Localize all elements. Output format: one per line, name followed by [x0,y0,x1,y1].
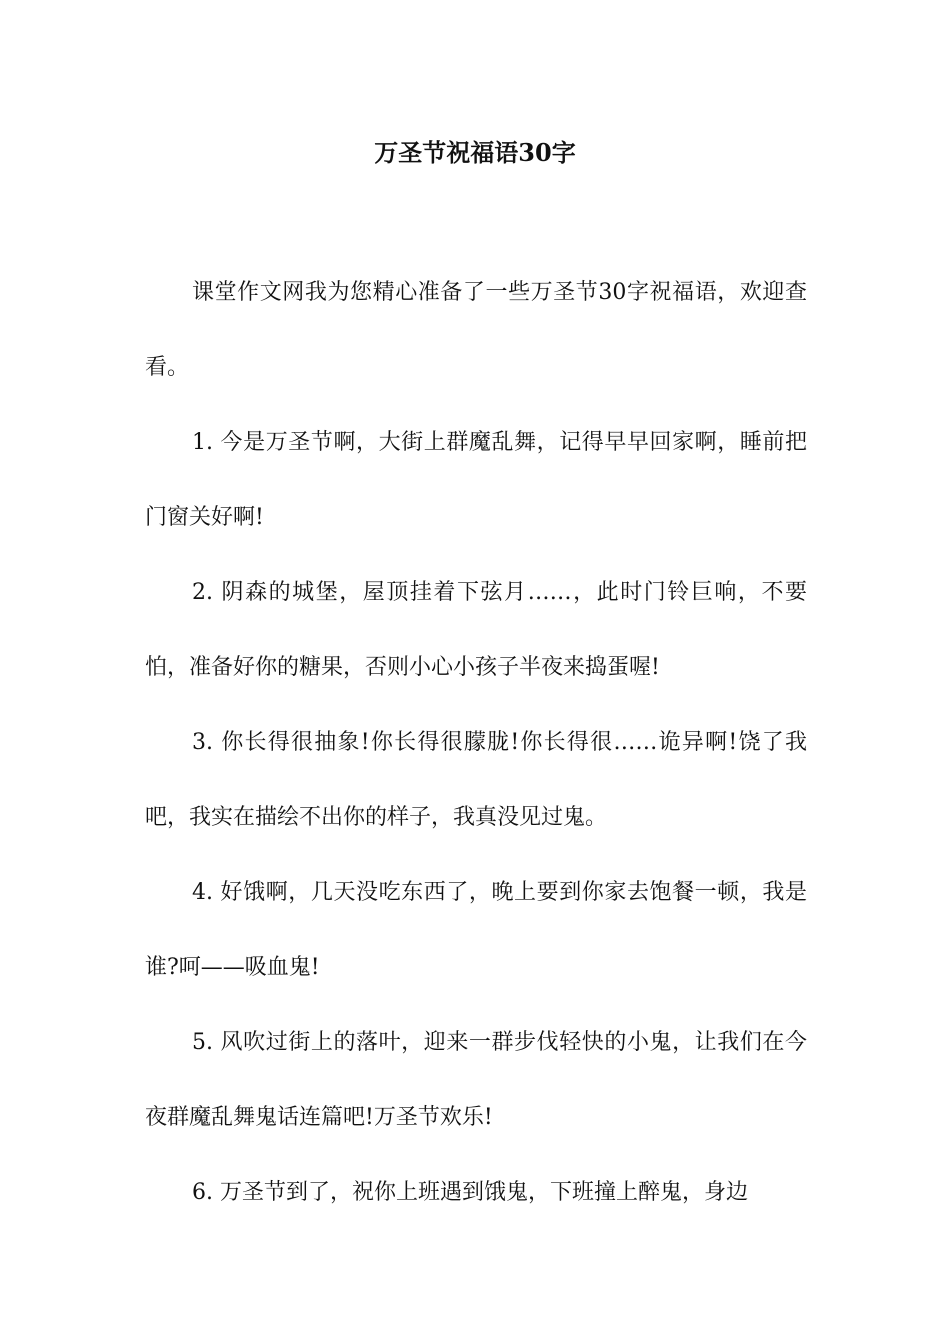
list-item: 3. 你长得很抽象!你长得很朦胧!你长得很……诡异啊!饶了我吧，我实在描绘不出你的样子，我真没见过鬼。 [145,730,807,830]
document-body [145,255,807,1230]
list-item: 2. 阴森的城堡，屋顶挂着下弦月……，此时门铃巨响，不要怕，准备好你的糖果，否则小心小孩子半夜来捣蛋喔! [145,580,807,680]
list-item: 1. 今是万圣节啊，大街上群魔乱舞，记得早早回家啊，睡前把门窗关好啊! [145,430,807,530]
list-item: 6. 万圣节到了，祝你上班遇到饿鬼，下班撞上醉鬼，身边 [192,1180,748,1205]
document-title: 万圣节祝福语30字 [374,138,576,167]
intro-paragraph: 课堂作文网我为您精心准备了一些万圣节30字祝福语，欢迎查看。 [145,280,807,380]
list-item: 4. 好饿啊，几天没吃东西了，晚上要到你家去饱餐一顿，我是谁?呵——吸血鬼! [145,880,807,980]
list-item: 5. 风吹过街上的落叶，迎来一群步伐轻快的小鬼，让我们在今夜群魔乱舞鬼话连篇吧!万圣节欢乐! [145,1030,807,1130]
